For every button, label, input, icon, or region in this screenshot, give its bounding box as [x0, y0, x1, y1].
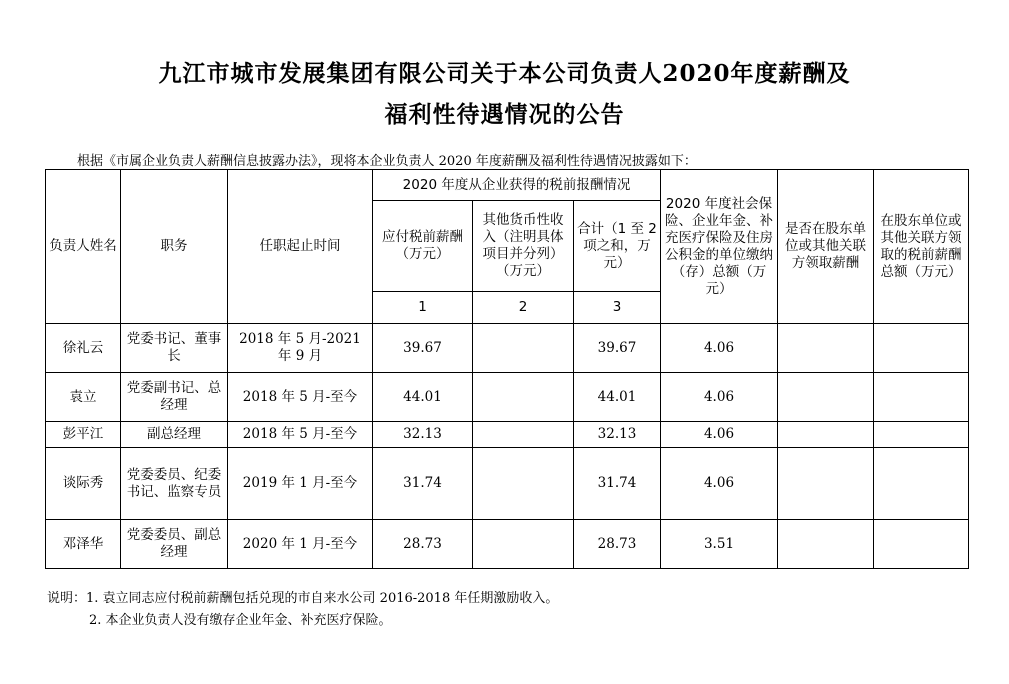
cell-other	[473, 422, 574, 448]
cell-other	[473, 324, 574, 373]
header-salary: 应付税前薪酬（万元）	[373, 201, 473, 292]
page-title: 九江市城市发展集团有限公司关于本公司负责人2020年度薪酬及	[158, 60, 851, 87]
cell-salary: 32.13	[373, 422, 473, 448]
header-position: 职务	[121, 170, 228, 324]
cell-shareholder-amount	[874, 448, 969, 520]
cell-other	[473, 373, 574, 422]
cell-shareholder	[778, 324, 874, 373]
header-col3: 3	[574, 292, 661, 324]
header-group: 2020 年度从企业获得的税前报酬情况	[373, 170, 661, 201]
cell-term: 2019 年 1 月-至今	[228, 448, 373, 520]
cell-name: 徐礼云	[46, 324, 121, 373]
cell-total: 39.67	[574, 324, 661, 373]
cell-shareholder-amount	[874, 373, 969, 422]
cell-insurance: 4.06	[661, 422, 778, 448]
cell-shareholder-amount	[874, 324, 969, 373]
page-title-line2: 福利性待遇情况的公告	[384, 101, 625, 128]
cell-position: 党委书记、董事长	[121, 324, 228, 373]
cell-shareholder	[778, 448, 874, 520]
cell-insurance: 3.51	[661, 520, 778, 569]
cell-term: 2018 年 5 月-2021 年 9 月	[228, 324, 373, 373]
cell-total: 44.01	[574, 373, 661, 422]
notes	[47, 588, 558, 632]
table-row	[46, 373, 969, 422]
cell-shareholder	[778, 373, 874, 422]
salary-table	[45, 169, 969, 569]
cell-other	[473, 448, 574, 520]
table-row	[46, 324, 969, 373]
cell-name: 彭平江	[46, 422, 121, 448]
cell-shareholder-amount	[874, 422, 969, 448]
header-col1: 1	[373, 292, 473, 324]
cell-term: 2018 年 5 月-至今	[228, 373, 373, 422]
table-row	[46, 520, 969, 569]
cell-name: 邓泽华	[46, 520, 121, 569]
cell-position: 党委副书记、总经理	[121, 373, 228, 422]
cell-term: 2018 年 5 月-至今	[228, 422, 373, 448]
cell-shareholder	[778, 422, 874, 448]
header-name: 负责人姓名	[46, 170, 121, 324]
header-shareholder-amount: 在股东单位或其他关联方领取的税前薪酬总额（万元）	[874, 170, 969, 324]
table-row	[46, 422, 969, 448]
header-other: 其他货币性收入（注明具体项目并分列）（万元）	[473, 201, 574, 292]
cell-salary: 31.74	[373, 448, 473, 520]
cell-total: 31.74	[574, 448, 661, 520]
cell-salary: 28.73	[373, 520, 473, 569]
header-col2: 2	[473, 292, 574, 324]
note-line-1: 说明：1. 袁立同志应付税前薪酬包括兑现的市自来水公司 2016-2018 年任期激励收入。	[47, 591, 559, 606]
cell-insurance: 4.06	[661, 373, 778, 422]
cell-shareholder-amount	[874, 520, 969, 569]
header-term: 任职起止时间	[228, 170, 373, 324]
cell-total: 28.73	[574, 520, 661, 569]
note-line-2: 2. 本企业负责人没有缴存企业年金、补充医疗保险。	[89, 613, 392, 628]
cell-insurance: 4.06	[661, 324, 778, 373]
header-insurance: 2020 年度社会保险、企业年金、补充医疗保险及住房公积金的单位缴纳（存）总额（万元）	[661, 170, 778, 324]
cell-other	[473, 520, 574, 569]
cell-salary: 39.67	[373, 324, 473, 373]
header-total: 合计（1 至 2 项之和，万元）	[574, 201, 661, 292]
cell-term: 2020 年 1 月-至今	[228, 520, 373, 569]
cell-insurance: 4.06	[661, 448, 778, 520]
intro-text: 根据《市属企业负责人薪酬信息披露办法》，现将本企业负责人 2020 年度薪酬及福利性待遇情况披露如下：	[77, 154, 697, 169]
cell-name: 谈际秀	[46, 448, 121, 520]
cell-salary: 44.01	[373, 373, 473, 422]
cell-name: 袁立	[46, 373, 121, 422]
cell-position: 党委委员、纪委书记、监察专员	[121, 448, 228, 520]
cell-position: 党委委员、副总经理	[121, 520, 228, 569]
cell-total: 32.13	[574, 422, 661, 448]
cell-shareholder	[778, 520, 874, 569]
header-shareholder: 是否在股东单位或其他关联方领取薪酬	[778, 170, 874, 324]
cell-position: 副总经理	[121, 422, 228, 448]
table-row	[46, 448, 969, 520]
